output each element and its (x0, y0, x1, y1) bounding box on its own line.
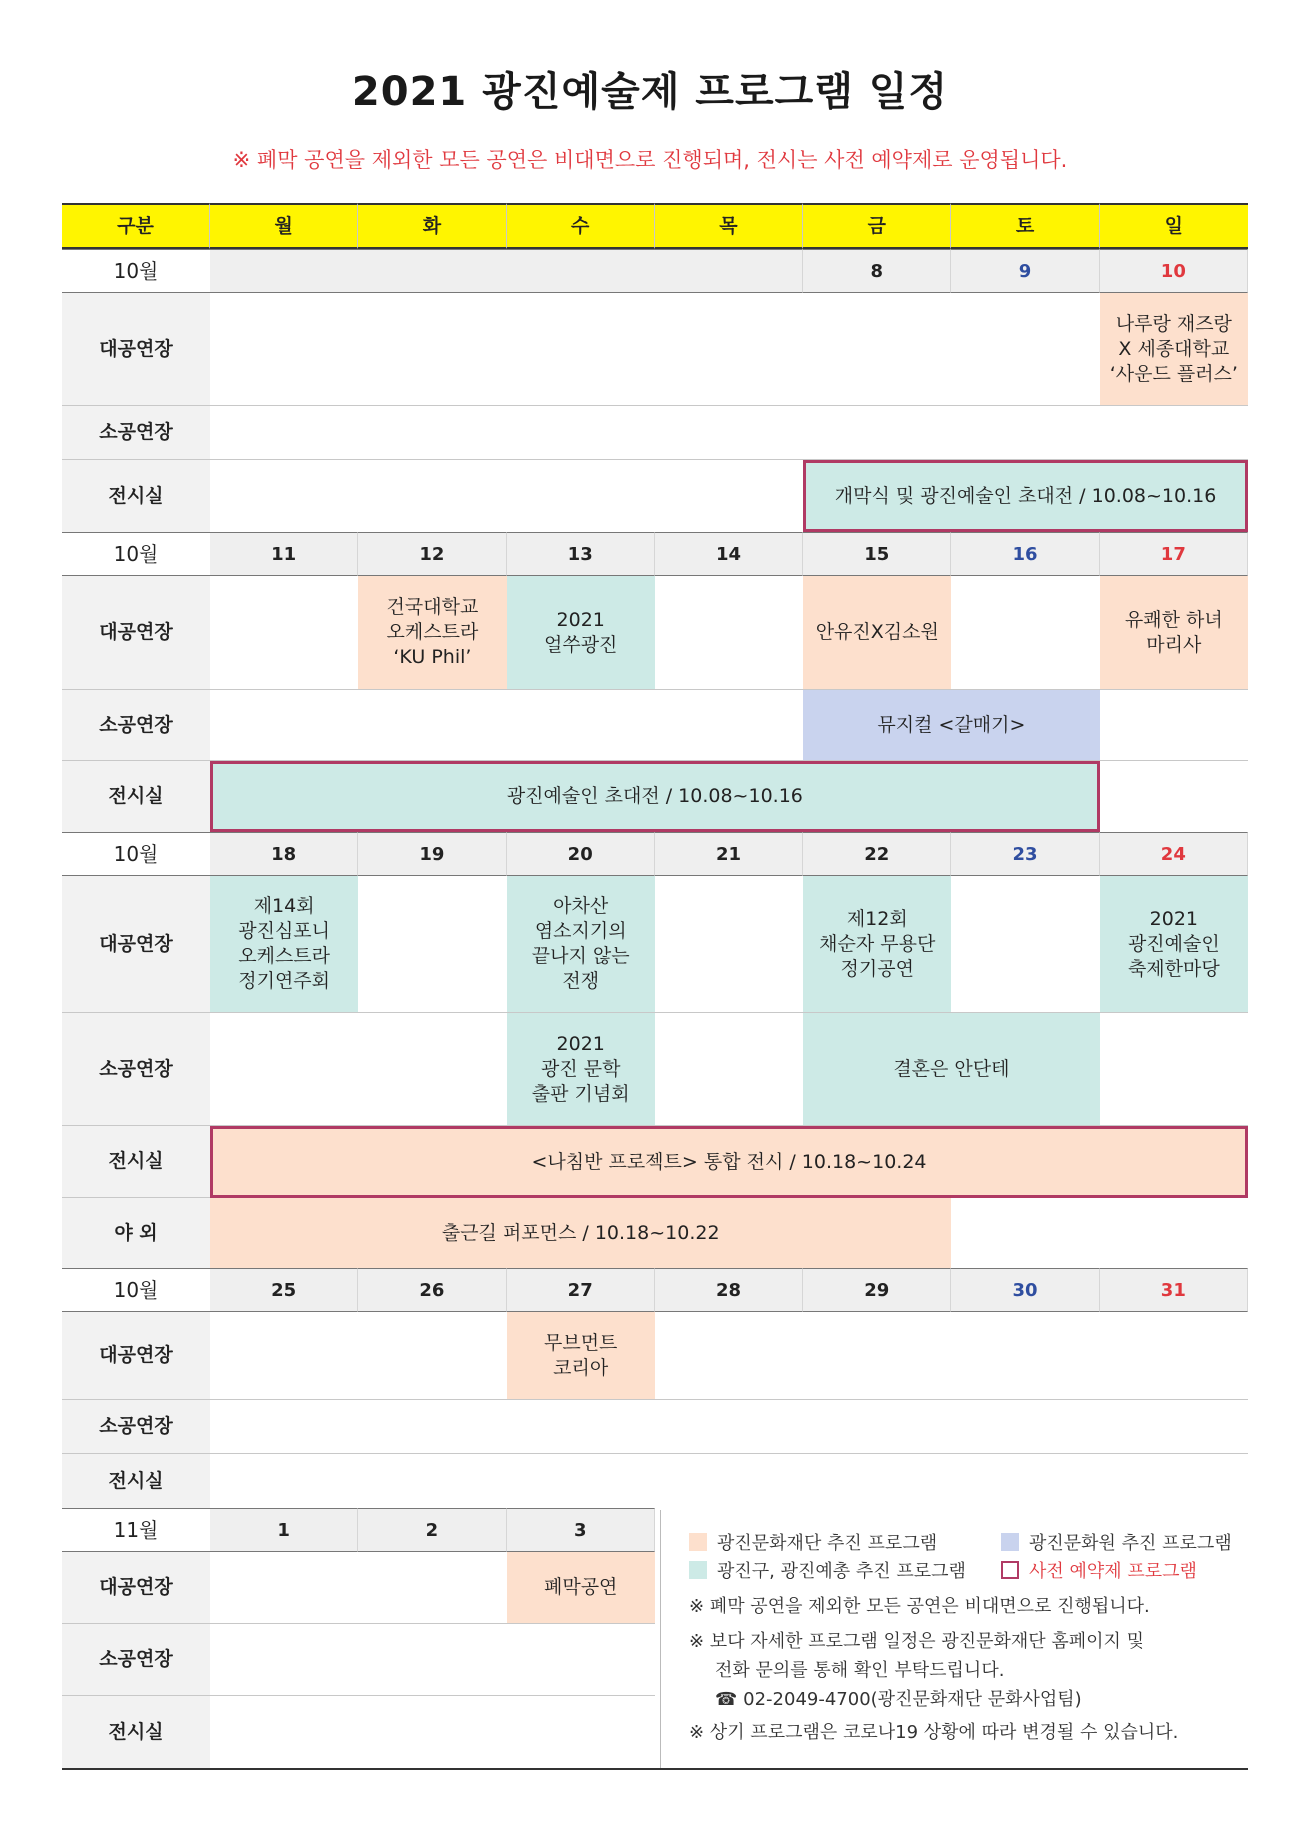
legend-item (689, 1556, 1001, 1584)
legend-item (1001, 1556, 1197, 1584)
empty-cell (210, 1400, 1248, 1454)
empty-cell (210, 1624, 655, 1696)
date-cell: 15 (803, 532, 951, 576)
header-day-mon: 월 (210, 203, 358, 249)
row-label-small-hall: 소공연장 (62, 1624, 210, 1696)
date-cell-sunday: 31 (1100, 1268, 1248, 1312)
empty-cell (1100, 690, 1248, 761)
empty-cell (210, 690, 803, 761)
empty-cell (951, 876, 1099, 1013)
date-cell: 2 (358, 1508, 506, 1552)
swatch-teal-icon (689, 1561, 707, 1579)
week5-month: 11월 (62, 1508, 210, 1552)
date-cell: 11 (210, 532, 358, 576)
event-cell: 유쾌한 하녀 마리사 (1100, 576, 1248, 690)
swatch-lavender-icon (1001, 1533, 1019, 1551)
event-cell: 결혼은 안단테 (803, 1013, 1100, 1126)
legend-label: 광진문화원 추진 프로그램 (1029, 1533, 1232, 1554)
event-cell-reservation: 개막식 및 광진예술인 초대전 / 10.08~10.16 (803, 460, 1248, 532)
row-label-big-hall: 대공연장 (62, 1552, 210, 1624)
event-cell: 제14회 광진심포니 오케스트라 정기연주회 (210, 876, 358, 1013)
note-detail-line1: ※ 보다 자세한 프로그램 일정은 광진문화재단 홈페이지 및 (689, 1631, 1145, 1652)
legend-label: 광진문화재단 추진 프로그램 (717, 1533, 938, 1554)
date-cell-saturday: 30 (951, 1268, 1099, 1312)
header-day-tue: 화 (358, 203, 506, 249)
legend-label: 사전 예약제 프로그램 (1029, 1561, 1197, 1582)
legend-panel (660, 1510, 1248, 1769)
row-label-big-hall: 대공연장 (62, 876, 210, 1013)
event-cell: 안유진X김소원 (803, 576, 951, 690)
empty-cell (655, 576, 803, 690)
week4-month: 10월 (62, 1268, 210, 1312)
date-cell: 22 (803, 832, 951, 876)
date-cell: 21 (655, 832, 803, 876)
page-subtitle: ※ 폐막 공연을 제외한 모든 공연은 비대면으로 진행되며, 전시는 사전 예약제로 운영됩니다. (232, 148, 1068, 172)
date-cell-sunday: 10 (1100, 249, 1248, 293)
event-cell: 폐막공연 (507, 1552, 655, 1624)
row-label-big-hall: 대공연장 (62, 576, 210, 690)
swatch-outline-icon (1001, 1561, 1019, 1579)
header-day-sat: 토 (951, 203, 1099, 249)
date-cell-sunday: 17 (1100, 532, 1248, 576)
date-cell: 19 (358, 832, 506, 876)
empty-cell (210, 1013, 507, 1126)
table-bottom-border (62, 1768, 1248, 1770)
event-cell: 제12회 채순자 무용단 정기공연 (803, 876, 951, 1013)
event-cell: 2021 광진예술인 축제한마당 (1100, 876, 1248, 1013)
date-cell: 27 (507, 1268, 655, 1312)
event-cell: 2021 광진 문학 출판 기념회 (507, 1013, 655, 1126)
note-detail-line2: 전화 문의를 통해 확인 부탁드립니다. (715, 1660, 1005, 1681)
row-label-gallery: 전시실 (62, 460, 210, 532)
row-label-small-hall: 소공연장 (62, 1400, 210, 1454)
row-label-big-hall: 대공연장 (62, 1312, 210, 1400)
event-cell: 아차산 염소지기의 끝나지 않는 전쟁 (507, 876, 655, 1013)
week2-month: 10월 (62, 532, 210, 576)
empty-cell (210, 1552, 507, 1624)
empty-cell (210, 293, 1100, 406)
row-label-big-hall: 대공연장 (62, 293, 210, 406)
week1-month: 10월 (62, 249, 210, 293)
empty-cell (1100, 1013, 1248, 1126)
date-cell-saturday: 9 (951, 249, 1099, 293)
date-cell-saturday: 23 (951, 832, 1099, 876)
row-label-small-hall: 소공연장 (62, 1013, 210, 1126)
event-cell-reservation: 광진예술인 초대전 / 10.08~10.16 (210, 761, 1100, 832)
date-cell: 28 (655, 1268, 803, 1312)
date-cell: 8 (803, 249, 951, 293)
event-cell: 2021 얼쑤광진 (507, 576, 655, 690)
empty-cell (210, 406, 1248, 460)
date-cell: 12 (358, 532, 506, 576)
event-cell: 나루랑 재즈랑 X 세종대학교 ‘사운드 플러스’ (1100, 293, 1248, 406)
date-cell: 13 (507, 532, 655, 576)
empty-cell (655, 1013, 803, 1126)
swatch-peach-icon (689, 1533, 707, 1551)
event-cell-reservation: <나침반 프로젝트> 통합 전시 / 10.18~10.24 (210, 1126, 1248, 1198)
date-cell: 29 (803, 1268, 951, 1312)
row-label-gallery: 전시실 (62, 1454, 210, 1508)
date-cell: 18 (210, 832, 358, 876)
date-cell-sunday: 24 (1100, 832, 1248, 876)
week3-month: 10월 (62, 832, 210, 876)
legend-item (689, 1528, 1001, 1556)
date-cell: 14 (655, 532, 803, 576)
empty-cell (358, 876, 506, 1013)
row-label-small-hall: 소공연장 (62, 690, 210, 761)
date-cell: 20 (507, 832, 655, 876)
row-label-small-hall: 소공연장 (62, 406, 210, 460)
row-label-gallery: 전시실 (62, 1126, 210, 1198)
row-label-gallery: 전시실 (62, 761, 210, 832)
empty-cell (951, 576, 1099, 690)
row-label-gallery: 전시실 (62, 1696, 210, 1768)
legend-item (1001, 1528, 1232, 1556)
event-cell: 출근길 퍼포먼스 / 10.18~10.22 (210, 1198, 951, 1268)
week1-empty-dates (210, 249, 803, 293)
header-category: 구분 (62, 203, 210, 249)
date-cell-saturday: 16 (951, 532, 1099, 576)
date-cell: 25 (210, 1268, 358, 1312)
event-cell: 건국대학교 오케스트라 ‘KU Phil’ (358, 576, 506, 690)
row-label-outdoor: 야 외 (62, 1198, 210, 1268)
date-cell: 3 (507, 1508, 655, 1552)
header-day-thu: 목 (655, 203, 803, 249)
header-day-wed: 수 (507, 203, 655, 249)
legend-label: 광진구, 광진예총 추진 프로그램 (717, 1561, 966, 1582)
page-title: 2021 광진예술제 프로그램 일정 (351, 69, 949, 115)
event-cell: 무브먼트 코리아 (507, 1312, 655, 1400)
empty-cell (210, 576, 358, 690)
date-cell: 1 (210, 1508, 358, 1552)
empty-cell (655, 876, 803, 1013)
header-day-fri: 금 (803, 203, 951, 249)
note-phone: ☎ 02-2049-4700(광진문화재단 문화사업팀) (715, 1689, 1082, 1710)
note-covid: ※ 상기 프로그램은 코로나19 상황에 따라 변경될 수 있습니다. (689, 1722, 1179, 1743)
empty-cell (655, 1312, 1248, 1400)
event-cell: 뮤지컬 <갈매기> (803, 690, 1100, 761)
note-online: ※ 폐막 공연을 제외한 모든 공연은 비대면으로 진행됩니다. (689, 1596, 1150, 1617)
empty-cell (210, 1312, 507, 1400)
header-day-sun: 일 (1100, 203, 1248, 249)
date-cell: 26 (358, 1268, 506, 1312)
